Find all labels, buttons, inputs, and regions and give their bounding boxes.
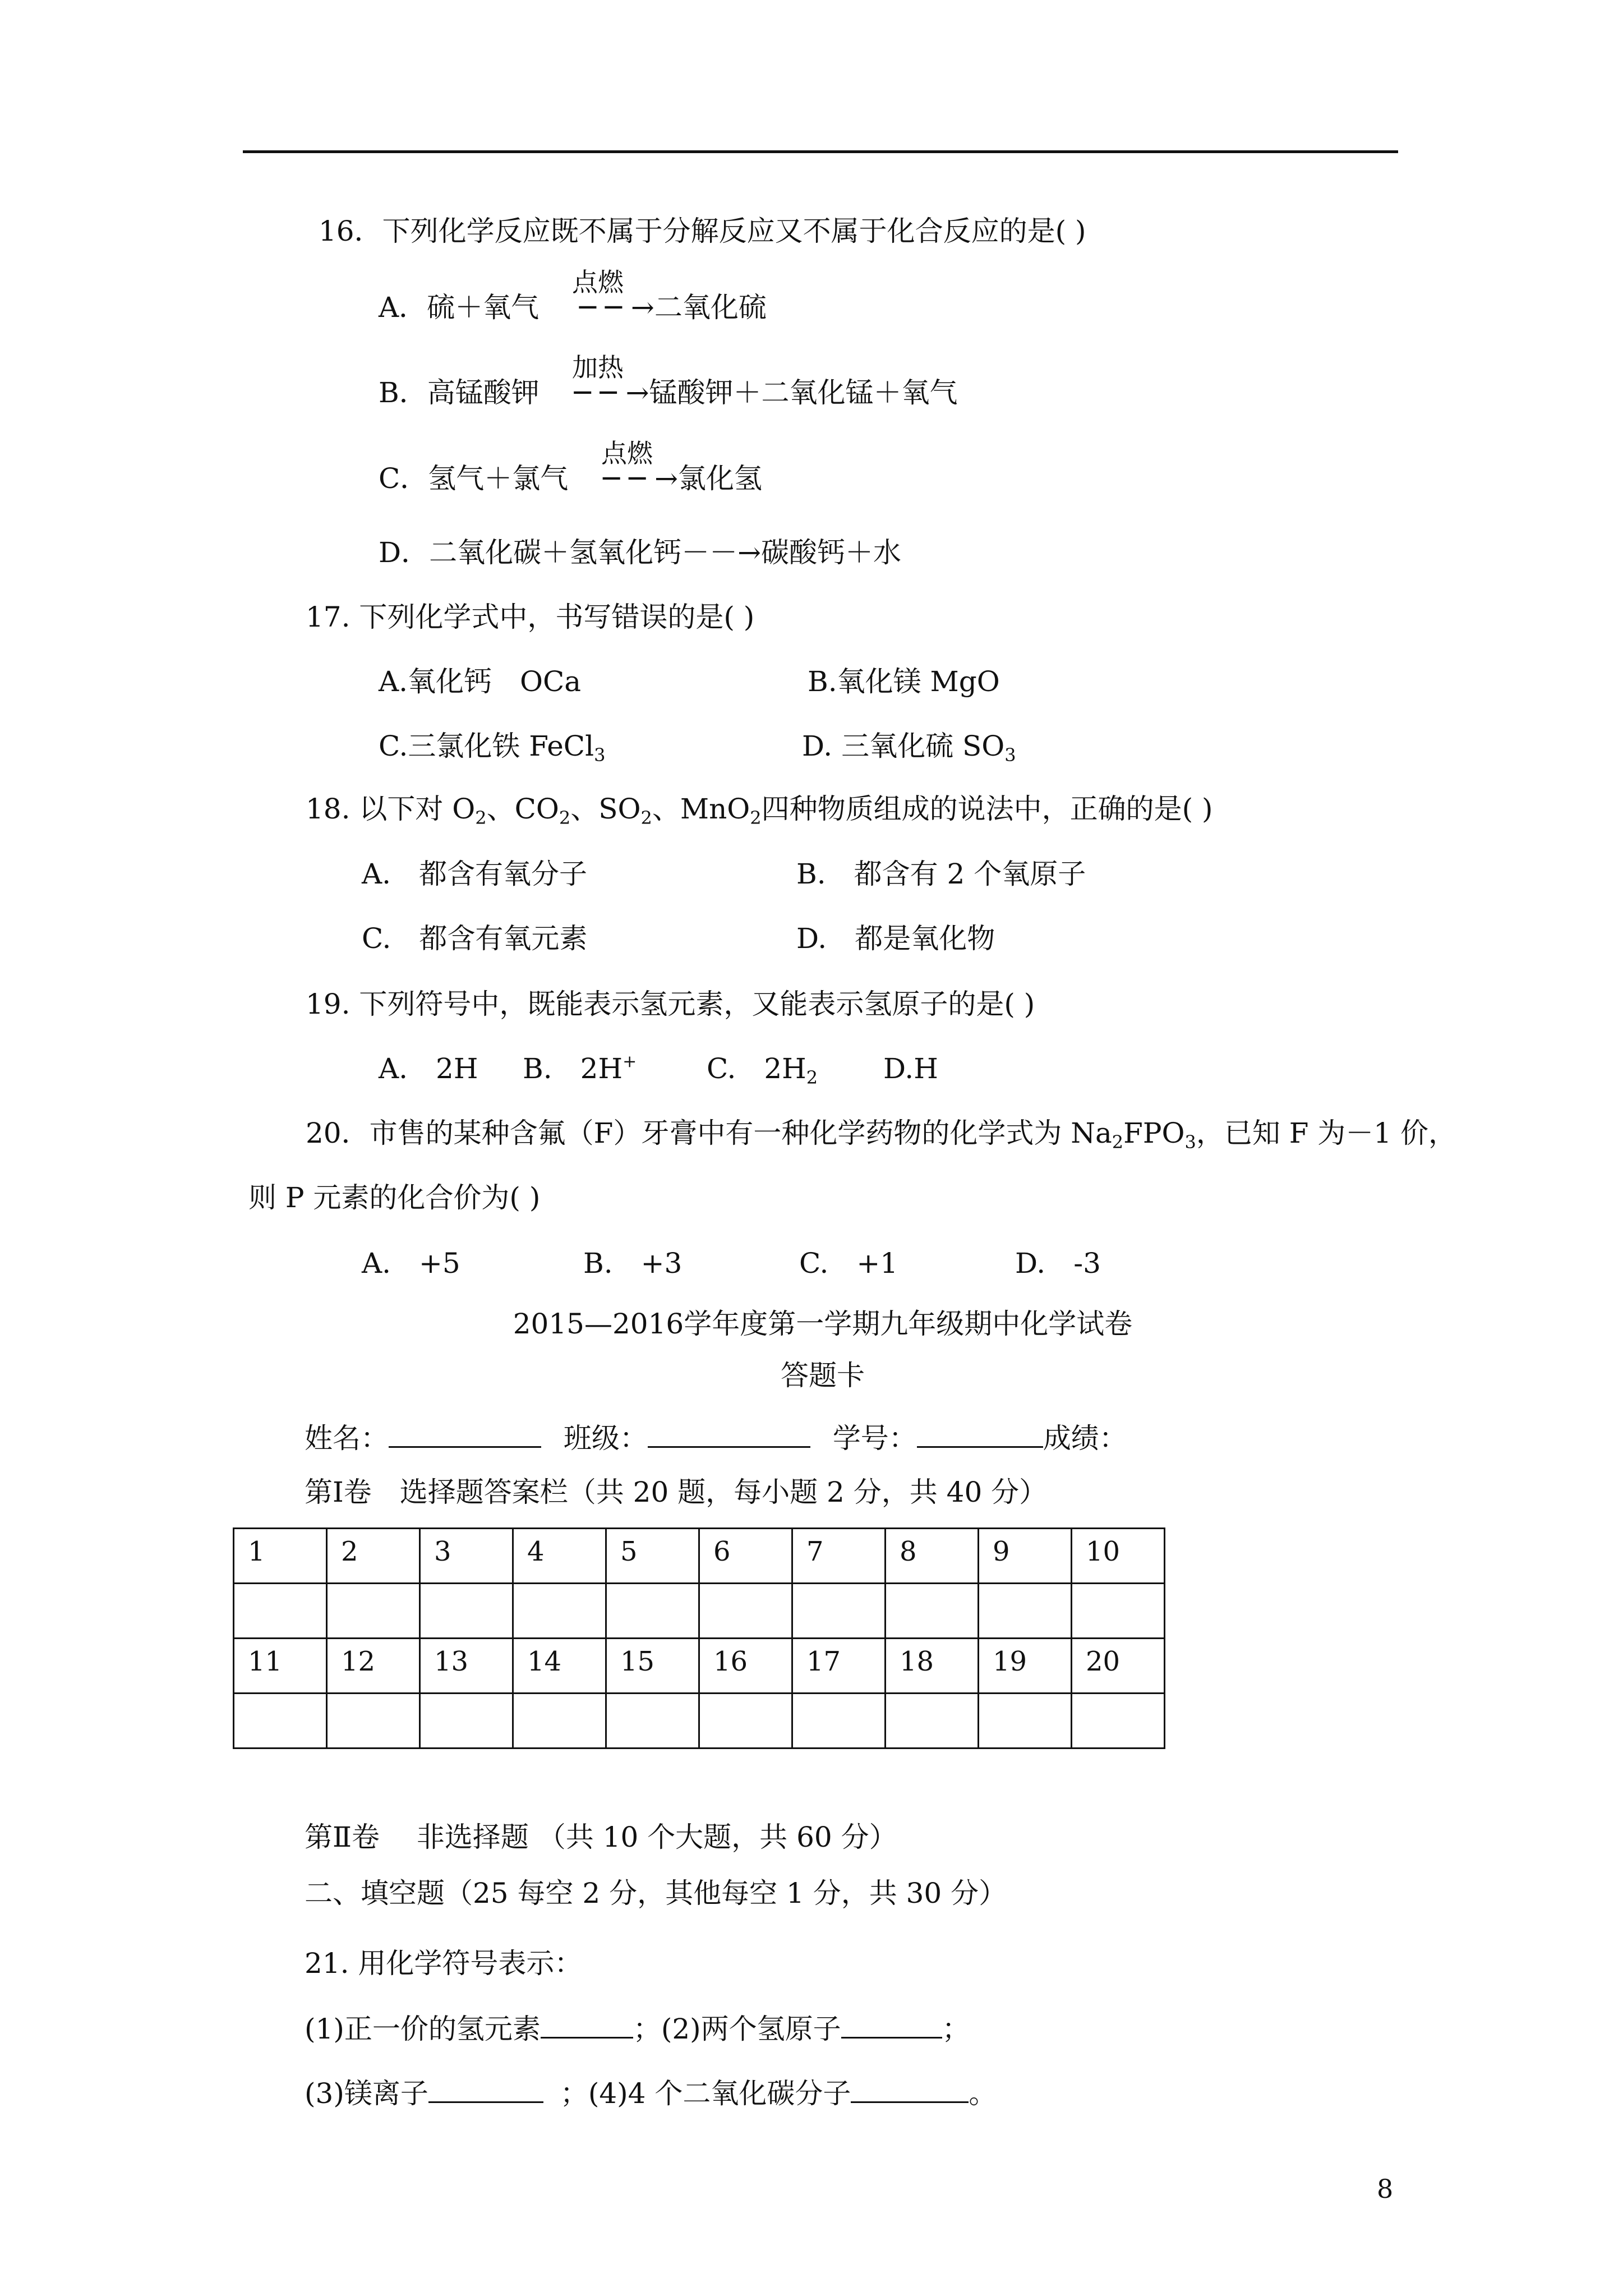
q20-line2: 则 P 元素的化合价为( ) [248,1181,541,1214]
q21-stem: 21. 用化学符号表示： [305,1947,583,1980]
answer-cell[interactable] [327,1694,420,1749]
q21-part2-field[interactable] [841,2011,942,2039]
answer-number-cell: 2 [327,1529,420,1584]
q18-option-d[interactable]: D. 都是氧化物 [796,922,995,955]
answer-cell[interactable] [234,1584,327,1639]
header-rule [243,150,1398,153]
q17-d-sub: 3 [1004,744,1016,766]
q16-c-condition: 点燃 [601,438,653,468]
q16-a-left: A．硫＋氧气 [379,291,540,324]
answer-cell[interactable] [792,1694,886,1749]
q17-stem: 17. 下列化学式中，书写错误的是( ) [306,601,755,633]
answer-cell[interactable] [606,1584,699,1639]
part1-heading: 第Ⅰ卷 选择题答案栏（共 20 题，每小题 2 分，共 40 分） [305,1476,1048,1508]
table-row-numbers-1 [234,1529,1165,1584]
q21-part2-label: (2)两个氢原子 [661,2013,841,2045]
answer-cell[interactable] [420,1584,513,1639]
q16-c-left: C．氢气＋氯气 [379,462,569,495]
q18-sub-1: 2 [475,807,487,829]
q16-b-condition: 加热 [572,352,624,383]
answer-table [233,1527,1165,1749]
q18-stem [306,792,1213,829]
q18-option-c[interactable]: C. 都含有氧元素 [362,922,588,955]
q21-part1-field[interactable] [541,2011,633,2039]
q19-option-d[interactable]: D.H [883,1052,938,1085]
answer-number-cell: 19 [979,1639,1072,1694]
answer-number-cell: 12 [327,1639,420,1694]
q21-sep3: ； [560,2077,588,2110]
q18-stem-suffix: 四种物质组成的说法中，正确的是( ) [761,793,1213,825]
answer-number-cell: 13 [420,1639,513,1694]
q16-option-b[interactable] [379,376,957,409]
q18-text-1: 、CO [486,793,559,825]
answer-cell[interactable] [327,1584,420,1639]
q21-line2 [305,2076,997,2110]
q16-option-d[interactable]: D．二氧化碳＋氢氧化钙－－→碳酸钙＋水 [379,536,901,569]
q16-c-arrow-dash: ─ ─ [603,462,655,495]
score-label: 成绩： [1043,1422,1127,1455]
answer-number-cell: 5 [606,1529,699,1584]
name-field[interactable] [389,1420,541,1448]
table-row-numbers-2 [234,1639,1165,1694]
q17-c-text: C.三氯化铁 FeCl [379,730,594,762]
answer-cell[interactable] [1072,1694,1165,1749]
q20-option-c[interactable]: C. +1 [799,1247,898,1280]
q21-end: 。 [969,2077,997,2110]
class-label: 班级： [563,1422,648,1455]
answer-cell[interactable] [606,1694,699,1749]
q16-c-right: →氯化氢 [654,462,762,495]
answer-cell[interactable] [979,1694,1072,1749]
answer-cell[interactable] [234,1694,327,1749]
q19-stem: 19. 下列符号中，既能表示氢元素，又能表示氢原子的是( ) [306,988,1035,1020]
q18-sub-4: 2 [750,807,762,829]
q17-option-d[interactable] [802,729,1016,766]
q19-c-sub: 2 [806,1067,818,1088]
table-row-answers-2 [234,1694,1165,1749]
answer-number-cell: 14 [513,1639,606,1694]
q19-b-sup: + [623,1052,637,1071]
answer-number-cell: 11 [234,1639,327,1694]
q20-option-d[interactable]: D. -3 [1015,1247,1101,1280]
q17-option-a[interactable]: A.氧化钙 OCa [379,665,582,698]
q21-part4-field[interactable] [851,2076,969,2103]
q20-line1-suffix: ，已知 F 为－1 价， [1196,1117,1457,1149]
page-number: 8 [1377,2174,1394,2204]
exam-title: 2015—2016学年度第一学期九年级期中化学试卷 [513,1308,1133,1340]
part2-heading: 第Ⅱ卷 非选择题 （共 10 个大题，共 60 分） [305,1821,897,1853]
q20-sub-1: 2 [1112,1131,1124,1153]
q21-part1-label: (1)正一价的氢元素 [305,2013,541,2045]
q16-b-right: →锰酸钾＋二氧化锰＋氧气 [625,376,958,409]
answer-number-cell: 4 [513,1529,606,1584]
q19-option-b[interactable] [523,1052,637,1085]
q18-sub-2: 2 [559,807,571,829]
q16-option-c[interactable] [379,462,762,495]
q21-part3-label: (3)镁离子 [305,2077,428,2110]
q21-sep2: ； [942,2013,970,2045]
answer-cell[interactable] [699,1694,792,1749]
q17-option-b[interactable]: B.氧化镁 MgO [808,665,1000,698]
q21-line1 [305,2011,970,2046]
answer-cell[interactable] [979,1584,1072,1639]
q19-option-a[interactable]: A. 2H [379,1052,478,1085]
q18-text-3: 、MnO [652,793,750,825]
q16-a-arrow-dash: ─ ─ [579,291,631,324]
answer-number-cell: 20 [1072,1639,1165,1694]
q18-sub-3: 2 [640,807,652,829]
answer-cell[interactable] [513,1584,606,1639]
answer-number-cell: 3 [420,1529,513,1584]
q18-option-b[interactable]: B. 都含有 2 个氧原子 [796,858,1086,890]
q20-mid: FPO [1123,1117,1185,1149]
name-label: 姓名： [305,1422,389,1455]
student-id-label: 学号： [832,1422,917,1455]
q18-stem-prefix: 18. 以下对 O [306,793,476,825]
answer-number-cell: 15 [606,1639,699,1694]
table-row-answers-1 [234,1584,1165,1639]
q21-part3-field[interactable] [428,2076,543,2103]
card-title: 答题卡 [781,1359,865,1392]
q20-line1-prefix: 20．市售的某种含氟（F）牙膏中有一种化学药物的化学式为 Na [306,1117,1112,1149]
q16-b-arrow-dash: ─ ─ [574,376,626,409]
q20-option-a[interactable]: A. +5 [362,1247,460,1280]
answer-number-cell: 9 [979,1529,1072,1584]
answer-cell[interactable] [420,1694,513,1749]
q18-option-a[interactable]: A. 都含有氧分子 [362,858,588,890]
answer-number-cell: 18 [886,1639,979,1694]
answer-cell[interactable] [886,1584,979,1639]
q20-option-b[interactable]: B. +3 [583,1247,683,1280]
q16-a-condition: 点燃 [572,267,624,297]
q19-option-c[interactable] [707,1052,818,1088]
answer-number-cell: 16 [699,1639,792,1694]
q19-c-text: C. 2H [707,1052,806,1085]
answer-cell[interactable] [792,1584,886,1639]
q18-text-2: 、SO [570,793,641,825]
answer-number-cell: 10 [1072,1529,1165,1584]
q20-sub-2: 3 [1184,1131,1196,1153]
section2-heading: 二、填空题（25 每空 2 分，其他每空 1 分，共 30 分） [305,1877,1007,1910]
answer-number-cell: 6 [699,1529,792,1584]
q17-option-c[interactable] [379,729,606,766]
student-id-field[interactable] [917,1420,1043,1448]
q16-stem: 16．下列化学反应既不属于分解反应又不属于化合反应的是( ) [319,215,1086,247]
answer-number-cell: 8 [886,1529,979,1584]
q17-d-text: D. 三氧化硫 SO [802,730,1005,762]
answer-cell[interactable] [699,1584,792,1639]
answer-cell[interactable] [513,1694,606,1749]
q17-c-sub: 3 [594,744,606,766]
q16-a-right: →二氧化硫 [630,291,767,324]
q21-part4-label: (4)4 个二氧化碳分子 [588,2077,851,2110]
q19-b-text: B. 2H [523,1052,623,1085]
q20-line1 [306,1116,1457,1153]
q21-sep1: ； [633,2013,661,2045]
answer-cell[interactable] [1072,1584,1165,1639]
answer-cell[interactable] [886,1694,979,1749]
answer-number-cell: 1 [234,1529,327,1584]
q16-b-left: B．高锰酸钾 [379,376,540,409]
class-field[interactable] [648,1420,810,1448]
student-info-line [305,1420,1127,1455]
answer-number-cell: 7 [792,1529,886,1584]
answer-number-cell: 17 [792,1639,886,1694]
